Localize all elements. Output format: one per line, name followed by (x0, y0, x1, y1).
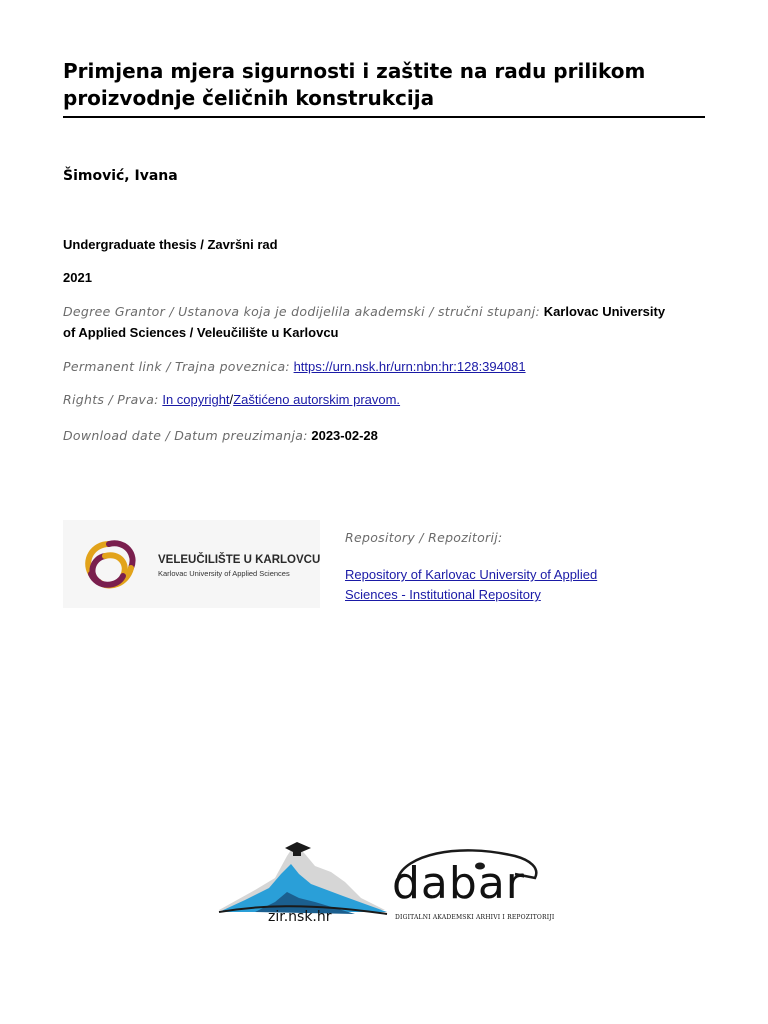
rights (63, 389, 673, 410)
repository-link[interactable]: Repository of Karlovac University of Applied Sciences - Institutional Repository (345, 567, 598, 602)
permanent-link-url[interactable]: https://urn.nsk.hr/urn:nbn:hr:128:394081 (293, 359, 526, 374)
download-date-value: 2023-02-28 (311, 428, 378, 443)
zir-text: zir.nsk.hr (268, 909, 332, 925)
permanent-link (63, 356, 673, 377)
title-divider (63, 116, 705, 118)
thesis-year: 2021 (63, 270, 92, 285)
institution-logo-name: VELEUČILIŠTE U KARLOVCU (158, 554, 321, 566)
institution-emblem-icon (79, 534, 145, 596)
institution-logo-subtitle: Karlovac University of Applied Sciences (158, 569, 290, 578)
institution-logo[interactable] (63, 520, 320, 608)
permanent-link-label: Permanent link / Trajna poveznica: (63, 359, 290, 374)
rights-separator: / (229, 392, 234, 407)
degree-grantor-value: Karlovac University of Applied Sciences / Veleučilište u Karlovcu (63, 304, 666, 340)
download-date (63, 425, 673, 446)
dabar-logo-text[interactable]: dabar (392, 858, 525, 909)
dabar-subtitle: DIGITALNI AKADEMSKI ARHIVI I REPOZITORIJI (395, 914, 555, 921)
document-title: Primjena mjera sigurnosti i zaštite na radu prilikom proizvodnje čeličnih konstrukcija (63, 59, 646, 110)
degree-grantor-label: Degree Grantor / Ustanova koja je dodijelila akademski / stručni stupanj: (63, 304, 541, 319)
rights-link-in-copyright[interactable]: In copyright (162, 392, 230, 407)
author-name: Šimović, Ivana (63, 168, 178, 184)
thesis-type: Undergraduate thesis / Završni rad (63, 237, 278, 252)
degree-grantor (63, 301, 673, 343)
rights-label: Rights / Prava: (63, 392, 159, 407)
rights-link-zasticeno[interactable]: Zaštićeno autorskim pravom. (233, 392, 401, 407)
repository-label: Repository / Repozitorij: (345, 530, 503, 545)
download-date-label: Download date / Datum preuzimanja: (63, 428, 308, 443)
